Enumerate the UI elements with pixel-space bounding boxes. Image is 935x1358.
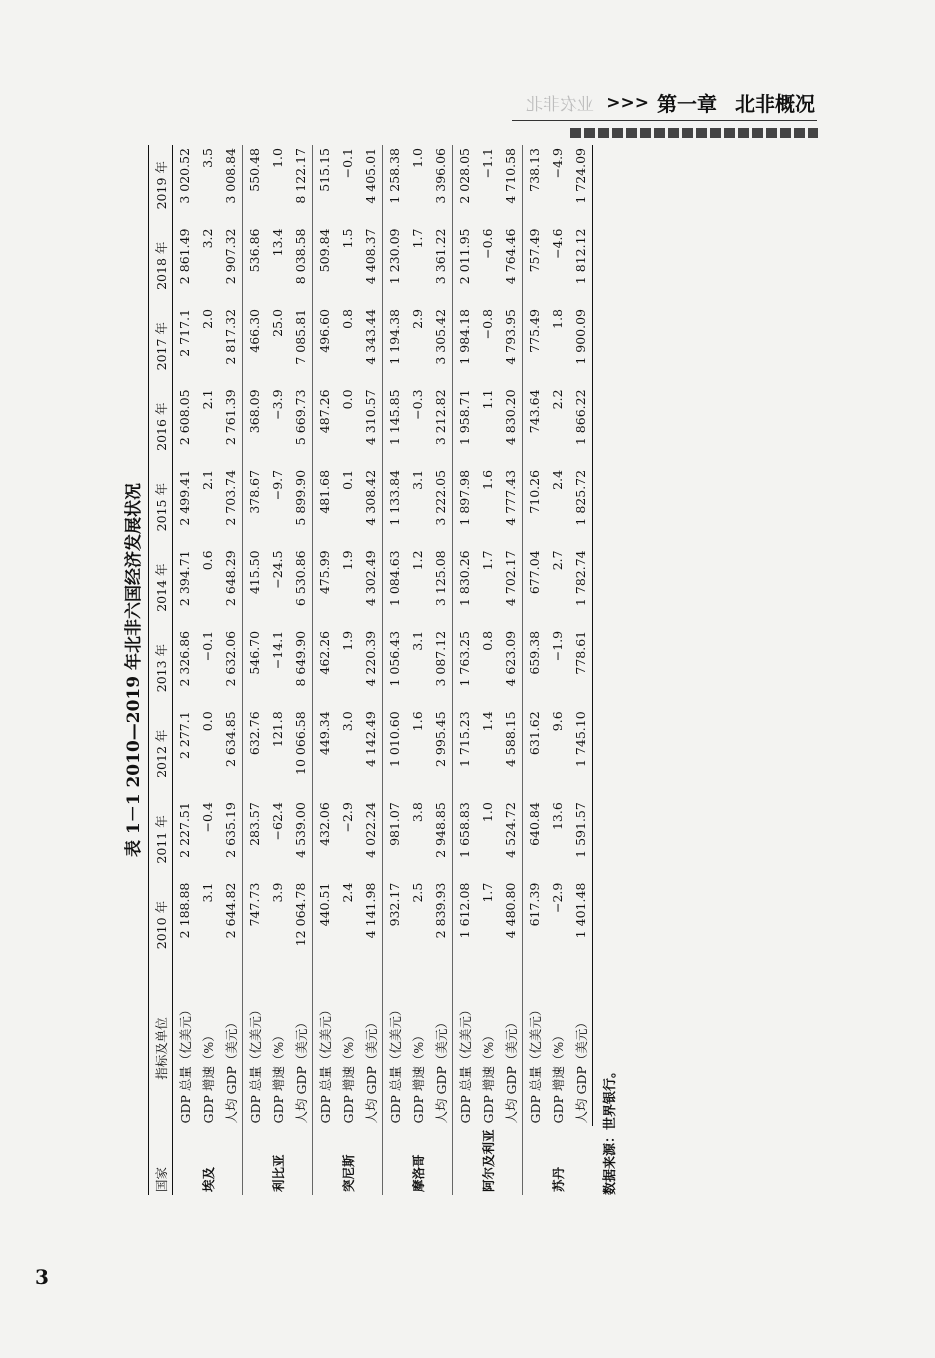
value-cell: 1 715.23 — [453, 708, 477, 799]
indicator-cell: GDP 增速（%） — [480, 1029, 496, 1124]
value-cell: 3.1 — [200, 882, 215, 903]
value-cell: 631.62 — [523, 708, 547, 799]
value-cell: 1.8 — [550, 308, 565, 329]
value-cell: 2 907.32 — [223, 228, 238, 285]
value-cell: 1 010.60 — [383, 708, 407, 799]
value-cell: 2 995.45 — [433, 711, 448, 767]
country-cell: 利比亚 — [243, 1126, 313, 1195]
value-cell: 4 142.49 — [363, 711, 378, 767]
value-cell: 3 222.05 — [433, 469, 448, 526]
value-cell: 2 499.41 — [177, 469, 192, 526]
value-cell: 466.30 — [243, 306, 267, 386]
value-cell: −1.1 — [480, 148, 495, 179]
value-cell: 3 020.52 — [177, 148, 192, 204]
value-cell: −0.1 — [340, 148, 355, 179]
value-cell: 378.67 — [243, 467, 267, 547]
value-cell: 4 480.80 — [503, 882, 518, 939]
value-cell: 1 812.12 — [569, 226, 593, 306]
value-cell: 2 277.1 — [177, 711, 192, 760]
indicator-cell: GDP 总量（亿美元） — [243, 970, 267, 1126]
value-cell: 1 830.26 — [453, 547, 477, 627]
indicator-cell: 人均 GDP（美元） — [223, 1016, 239, 1124]
value-cell: 1 958.71 — [453, 386, 477, 466]
table-row — [453, 145, 477, 1195]
indicator-cell: 人均 GDP（美元） — [293, 1016, 309, 1124]
value-cell: 5 669.73 — [293, 389, 308, 446]
value-cell: 1 897.98 — [453, 467, 477, 547]
indicator-cell: GDP 总量（亿美元） — [453, 970, 477, 1126]
table-row — [476, 145, 499, 1195]
value-cell: 10 066.58 — [293, 711, 308, 775]
value-cell: 0.6 — [200, 550, 215, 571]
value-cell: 1 258.38 — [383, 145, 407, 226]
table-row — [523, 145, 547, 1195]
value-cell: 432.06 — [313, 799, 337, 879]
value-cell: 1.4 — [480, 711, 495, 732]
value-cell: 747.73 — [243, 880, 267, 971]
value-cell: 4 308.42 — [363, 469, 378, 526]
value-cell: 1 658.83 — [453, 799, 477, 879]
value-cell: 4 405.01 — [363, 148, 378, 204]
value-cell: 1 133.84 — [383, 467, 407, 547]
value-cell: 4 524.72 — [503, 802, 518, 858]
col-header: 2014 年 — [149, 547, 173, 627]
value-cell: 4 702.17 — [503, 550, 518, 607]
value-cell: 1 866.22 — [569, 386, 593, 466]
value-cell: 1.5 — [340, 228, 355, 249]
value-cell: 3.2 — [200, 228, 215, 249]
table-body — [173, 145, 593, 1195]
value-cell: −4.9 — [550, 148, 565, 179]
chevron-icon: >>> — [606, 92, 649, 113]
value-cell: 1.0 — [270, 148, 285, 168]
value-cell: 0.8 — [480, 630, 495, 651]
table-caption: 表 1－1 2010—2019 年北非六国经济发展状况 — [124, 482, 144, 858]
value-cell: 1 724.09 — [569, 145, 593, 226]
value-cell: 550.48 — [243, 145, 267, 226]
table-header-row — [149, 145, 173, 1195]
value-cell: −14.1 — [270, 630, 285, 670]
value-cell: 3.1 — [410, 630, 425, 651]
value-cell: 1 612.08 — [453, 880, 477, 971]
chapter-number: 第一章 — [657, 92, 717, 116]
indicator-cell: GDP 增速（%） — [340, 1029, 356, 1124]
value-cell: 2 635.19 — [223, 802, 238, 858]
value-cell: 536.86 — [243, 226, 267, 306]
value-cell: 2.4 — [340, 882, 355, 903]
value-cell: 13.6 — [550, 802, 565, 831]
value-cell: 4 302.49 — [363, 550, 378, 607]
value-cell: 2.7 — [550, 550, 565, 571]
table-row — [173, 145, 197, 1195]
table-row — [196, 145, 219, 1195]
value-cell: 2 817.32 — [223, 308, 238, 365]
country-cell: 阿尔及利亚 — [453, 1126, 523, 1195]
value-cell: 2 861.49 — [177, 228, 192, 285]
value-cell: 2.4 — [550, 469, 565, 490]
value-cell: 632.76 — [243, 708, 267, 799]
value-cell: 0.8 — [340, 308, 355, 329]
value-cell: 3.0 — [340, 711, 355, 732]
value-cell: −62.4 — [270, 802, 285, 841]
value-cell: 2 703.74 — [223, 469, 238, 526]
table-row — [429, 145, 453, 1195]
value-cell: 3 087.12 — [433, 630, 448, 687]
value-cell: 13.4 — [270, 228, 285, 257]
value-cell: 2 839.93 — [433, 882, 448, 939]
indicator-cell: GDP 总量（亿美元） — [523, 970, 547, 1126]
value-cell: 1 230.09 — [383, 226, 407, 306]
value-cell: 2.0 — [200, 308, 215, 329]
value-cell: −2.9 — [340, 802, 355, 833]
table-row — [313, 145, 337, 1195]
value-cell: 8 038.58 — [293, 228, 308, 285]
value-cell: −0.8 — [480, 308, 495, 340]
value-cell: 2.1 — [200, 469, 215, 490]
value-cell: 775.49 — [523, 306, 547, 386]
value-cell: 5 899.90 — [293, 469, 308, 526]
value-cell: 738.13 — [523, 145, 547, 226]
value-cell: 757.49 — [523, 226, 547, 306]
table-row — [243, 145, 267, 1195]
value-cell: 4 141.98 — [363, 882, 378, 939]
header-mirror-text: 业农非北 — [526, 95, 595, 115]
value-cell: 2 717.1 — [177, 308, 192, 357]
value-cell: 2.5 — [410, 882, 425, 903]
table-row — [289, 145, 313, 1195]
country-cell: 埃及 — [200, 1166, 216, 1192]
value-cell: 1.2 — [410, 550, 425, 571]
value-cell: −24.5 — [270, 550, 285, 589]
value-cell: 2.1 — [200, 389, 215, 410]
value-cell: 1.6 — [480, 469, 495, 490]
value-cell: 1 145.85 — [383, 386, 407, 466]
value-cell: 283.57 — [243, 799, 267, 879]
value-cell: 1.7 — [480, 550, 495, 571]
value-cell: 3 125.08 — [433, 550, 448, 607]
value-cell: 2.2 — [550, 389, 565, 410]
indicator-cell: GDP 增速（%） — [200, 1029, 216, 1124]
value-cell: 8 649.90 — [293, 630, 308, 687]
value-cell: 1 745.10 — [569, 708, 593, 799]
value-cell: −0.3 — [410, 389, 425, 420]
col-header: 2019 年 — [149, 145, 173, 226]
rotated-table-block — [120, 145, 790, 1195]
indicator-cell: GDP 增速（%） — [270, 1029, 286, 1124]
value-cell: 1 900.09 — [569, 306, 593, 386]
value-cell: 4 539.00 — [293, 802, 308, 858]
value-cell: 4 588.15 — [503, 711, 518, 767]
value-cell: 3.8 — [410, 802, 425, 823]
col-header: 2011 年 — [149, 799, 173, 879]
value-cell: 2 028.05 — [453, 145, 477, 226]
value-cell: 3 396.06 — [433, 148, 448, 204]
value-cell: 440.51 — [313, 880, 337, 971]
value-cell: 2 644.82 — [223, 882, 238, 939]
value-cell: 1 591.57 — [569, 799, 593, 879]
value-cell: −9.7 — [270, 469, 285, 501]
value-cell: 1 763.25 — [453, 628, 477, 708]
indicator-cell: 人均 GDP（美元） — [569, 970, 593, 1126]
table-row — [499, 145, 523, 1195]
value-cell: 4 343.44 — [363, 308, 378, 365]
data-source-note: 数据来源：世界银行。 — [603, 1064, 618, 1195]
country-cell: 摩洛哥 — [383, 1126, 453, 1195]
value-cell: 4 220.39 — [363, 630, 378, 687]
value-cell: −2.9 — [550, 882, 565, 913]
value-cell: 1 084.63 — [383, 547, 407, 627]
value-cell: 546.70 — [243, 628, 267, 708]
value-cell: 677.04 — [523, 547, 547, 627]
value-cell: 449.34 — [313, 708, 337, 799]
table-row — [383, 145, 407, 1195]
table-row — [359, 145, 383, 1195]
col-header: 2013 年 — [149, 628, 173, 708]
value-cell: 2 761.39 — [223, 389, 238, 446]
value-cell: 7 085.81 — [293, 308, 308, 365]
value-cell: −0.4 — [200, 802, 215, 833]
value-cell: −1.9 — [550, 630, 565, 662]
indicator-cell: GDP 总量（亿美元） — [383, 970, 407, 1126]
value-cell: 1.0 — [410, 148, 425, 168]
value-cell: 481.68 — [313, 467, 337, 547]
value-cell: 2 394.71 — [177, 550, 192, 607]
value-cell: 4 623.09 — [503, 630, 518, 687]
indicator-cell: 人均 GDP（美元） — [433, 1016, 449, 1124]
table-row — [266, 145, 289, 1195]
table-row — [219, 145, 243, 1195]
value-cell: 2 634.85 — [223, 711, 238, 767]
value-cell: 0.0 — [200, 711, 215, 732]
value-cell: 4 310.57 — [363, 389, 378, 446]
value-cell: 3 212.82 — [433, 389, 448, 446]
value-cell: 515.15 — [313, 145, 337, 226]
value-cell: 1 401.48 — [569, 880, 593, 971]
value-cell: 1.0 — [480, 802, 495, 823]
value-cell: 2 632.06 — [223, 630, 238, 687]
value-cell: 0.0 — [340, 389, 355, 410]
col-header: 2018 年 — [149, 226, 173, 306]
col-header: 指标及单位 — [149, 970, 173, 1126]
value-cell: 4 777.43 — [503, 469, 518, 526]
header-rule — [512, 120, 817, 121]
value-cell: 3.9 — [270, 882, 285, 903]
value-cell: 0.1 — [340, 469, 355, 490]
value-cell: 509.84 — [313, 226, 337, 306]
value-cell: 2.9 — [410, 308, 425, 329]
economic-table — [148, 145, 593, 1195]
value-cell: 1.9 — [340, 630, 355, 651]
value-cell: 1.7 — [480, 882, 495, 903]
indicator-cell: GDP 增速（%） — [410, 1029, 426, 1124]
indicator-cell: 人均 GDP（美元） — [363, 1016, 379, 1124]
value-cell: 778.61 — [569, 628, 593, 708]
running-header — [526, 88, 815, 117]
table-row — [546, 145, 569, 1195]
value-cell: −4.6 — [550, 228, 565, 259]
value-cell: 8 122.17 — [293, 148, 308, 204]
country-cell: 突尼斯 — [313, 1126, 383, 1195]
table-row — [336, 145, 359, 1195]
table-row — [406, 145, 429, 1195]
value-cell: 932.17 — [383, 880, 407, 971]
value-cell: 640.84 — [523, 799, 547, 879]
value-cell: 462.26 — [313, 628, 337, 708]
value-cell: 2 011.95 — [453, 226, 477, 306]
chapter-title: 北非概况 — [735, 92, 815, 116]
indicator-cell: GDP 增速（%） — [550, 1029, 566, 1124]
value-cell: 4 022.24 — [363, 802, 378, 858]
value-cell: 12 064.78 — [293, 882, 308, 947]
value-cell: 1 782.74 — [569, 547, 593, 627]
value-cell: 9.6 — [550, 711, 565, 732]
value-cell: 475.99 — [313, 547, 337, 627]
value-cell: 3.5 — [200, 148, 215, 168]
value-cell: 981.07 — [383, 799, 407, 879]
value-cell: 415.50 — [243, 547, 267, 627]
value-cell: 3 361.22 — [433, 228, 448, 285]
value-cell: 1.1 — [480, 389, 495, 410]
value-cell: 487.26 — [313, 386, 337, 466]
value-cell: 3.1 — [410, 469, 425, 490]
value-cell: 4 830.20 — [503, 389, 518, 446]
col-header: 2012 年 — [149, 708, 173, 799]
value-cell: 4 710.58 — [503, 148, 518, 204]
value-cell: 4 764.46 — [503, 228, 518, 285]
value-cell: 743.64 — [523, 386, 547, 466]
value-cell: 1 194.38 — [383, 306, 407, 386]
value-cell: 4 408.37 — [363, 228, 378, 285]
col-header: 国家 — [149, 1126, 173, 1195]
table-row — [569, 145, 593, 1195]
col-header: 2017 年 — [149, 306, 173, 386]
value-cell: 121.8 — [270, 711, 285, 748]
header-decor-blocks — [570, 128, 818, 138]
value-cell: 1 056.43 — [383, 628, 407, 708]
value-cell: 1 984.18 — [453, 306, 477, 386]
value-cell: 2 326.86 — [177, 630, 192, 687]
value-cell: −3.9 — [270, 389, 285, 420]
value-cell: 2 227.51 — [177, 802, 192, 858]
value-cell: 2 948.85 — [433, 802, 448, 858]
col-header: 2010 年 — [149, 880, 173, 971]
indicator-cell: 人均 GDP（美元） — [503, 1016, 519, 1124]
value-cell: 3 008.84 — [223, 148, 238, 204]
value-cell: 659.38 — [523, 628, 547, 708]
value-cell: 368.09 — [243, 386, 267, 466]
value-cell: 710.26 — [523, 467, 547, 547]
value-cell: 496.60 — [313, 306, 337, 386]
value-cell: 25.0 — [270, 308, 285, 337]
value-cell: −0.6 — [480, 228, 495, 259]
value-cell: 1.6 — [410, 711, 425, 732]
value-cell: 6 530.86 — [293, 550, 308, 607]
col-header: 2015 年 — [149, 467, 173, 547]
value-cell: 1 825.72 — [569, 467, 593, 547]
value-cell: 2 188.88 — [177, 882, 192, 939]
indicator-cell: GDP 总量（亿美元） — [177, 1003, 193, 1124]
value-cell: 1.9 — [340, 550, 355, 571]
page-number: 3 — [35, 1265, 49, 1289]
country-cell: 苏丹 — [523, 1126, 593, 1195]
value-cell: 2 608.05 — [177, 389, 192, 446]
value-cell: −0.1 — [200, 630, 215, 662]
value-cell: 2 648.29 — [223, 550, 238, 607]
value-cell: 3 305.42 — [433, 308, 448, 365]
value-cell: 4 793.95 — [503, 308, 518, 365]
indicator-cell: GDP 总量（亿美元） — [313, 970, 337, 1126]
value-cell: 1.7 — [410, 228, 425, 249]
value-cell: 617.39 — [523, 880, 547, 971]
col-header: 2016 年 — [149, 386, 173, 466]
